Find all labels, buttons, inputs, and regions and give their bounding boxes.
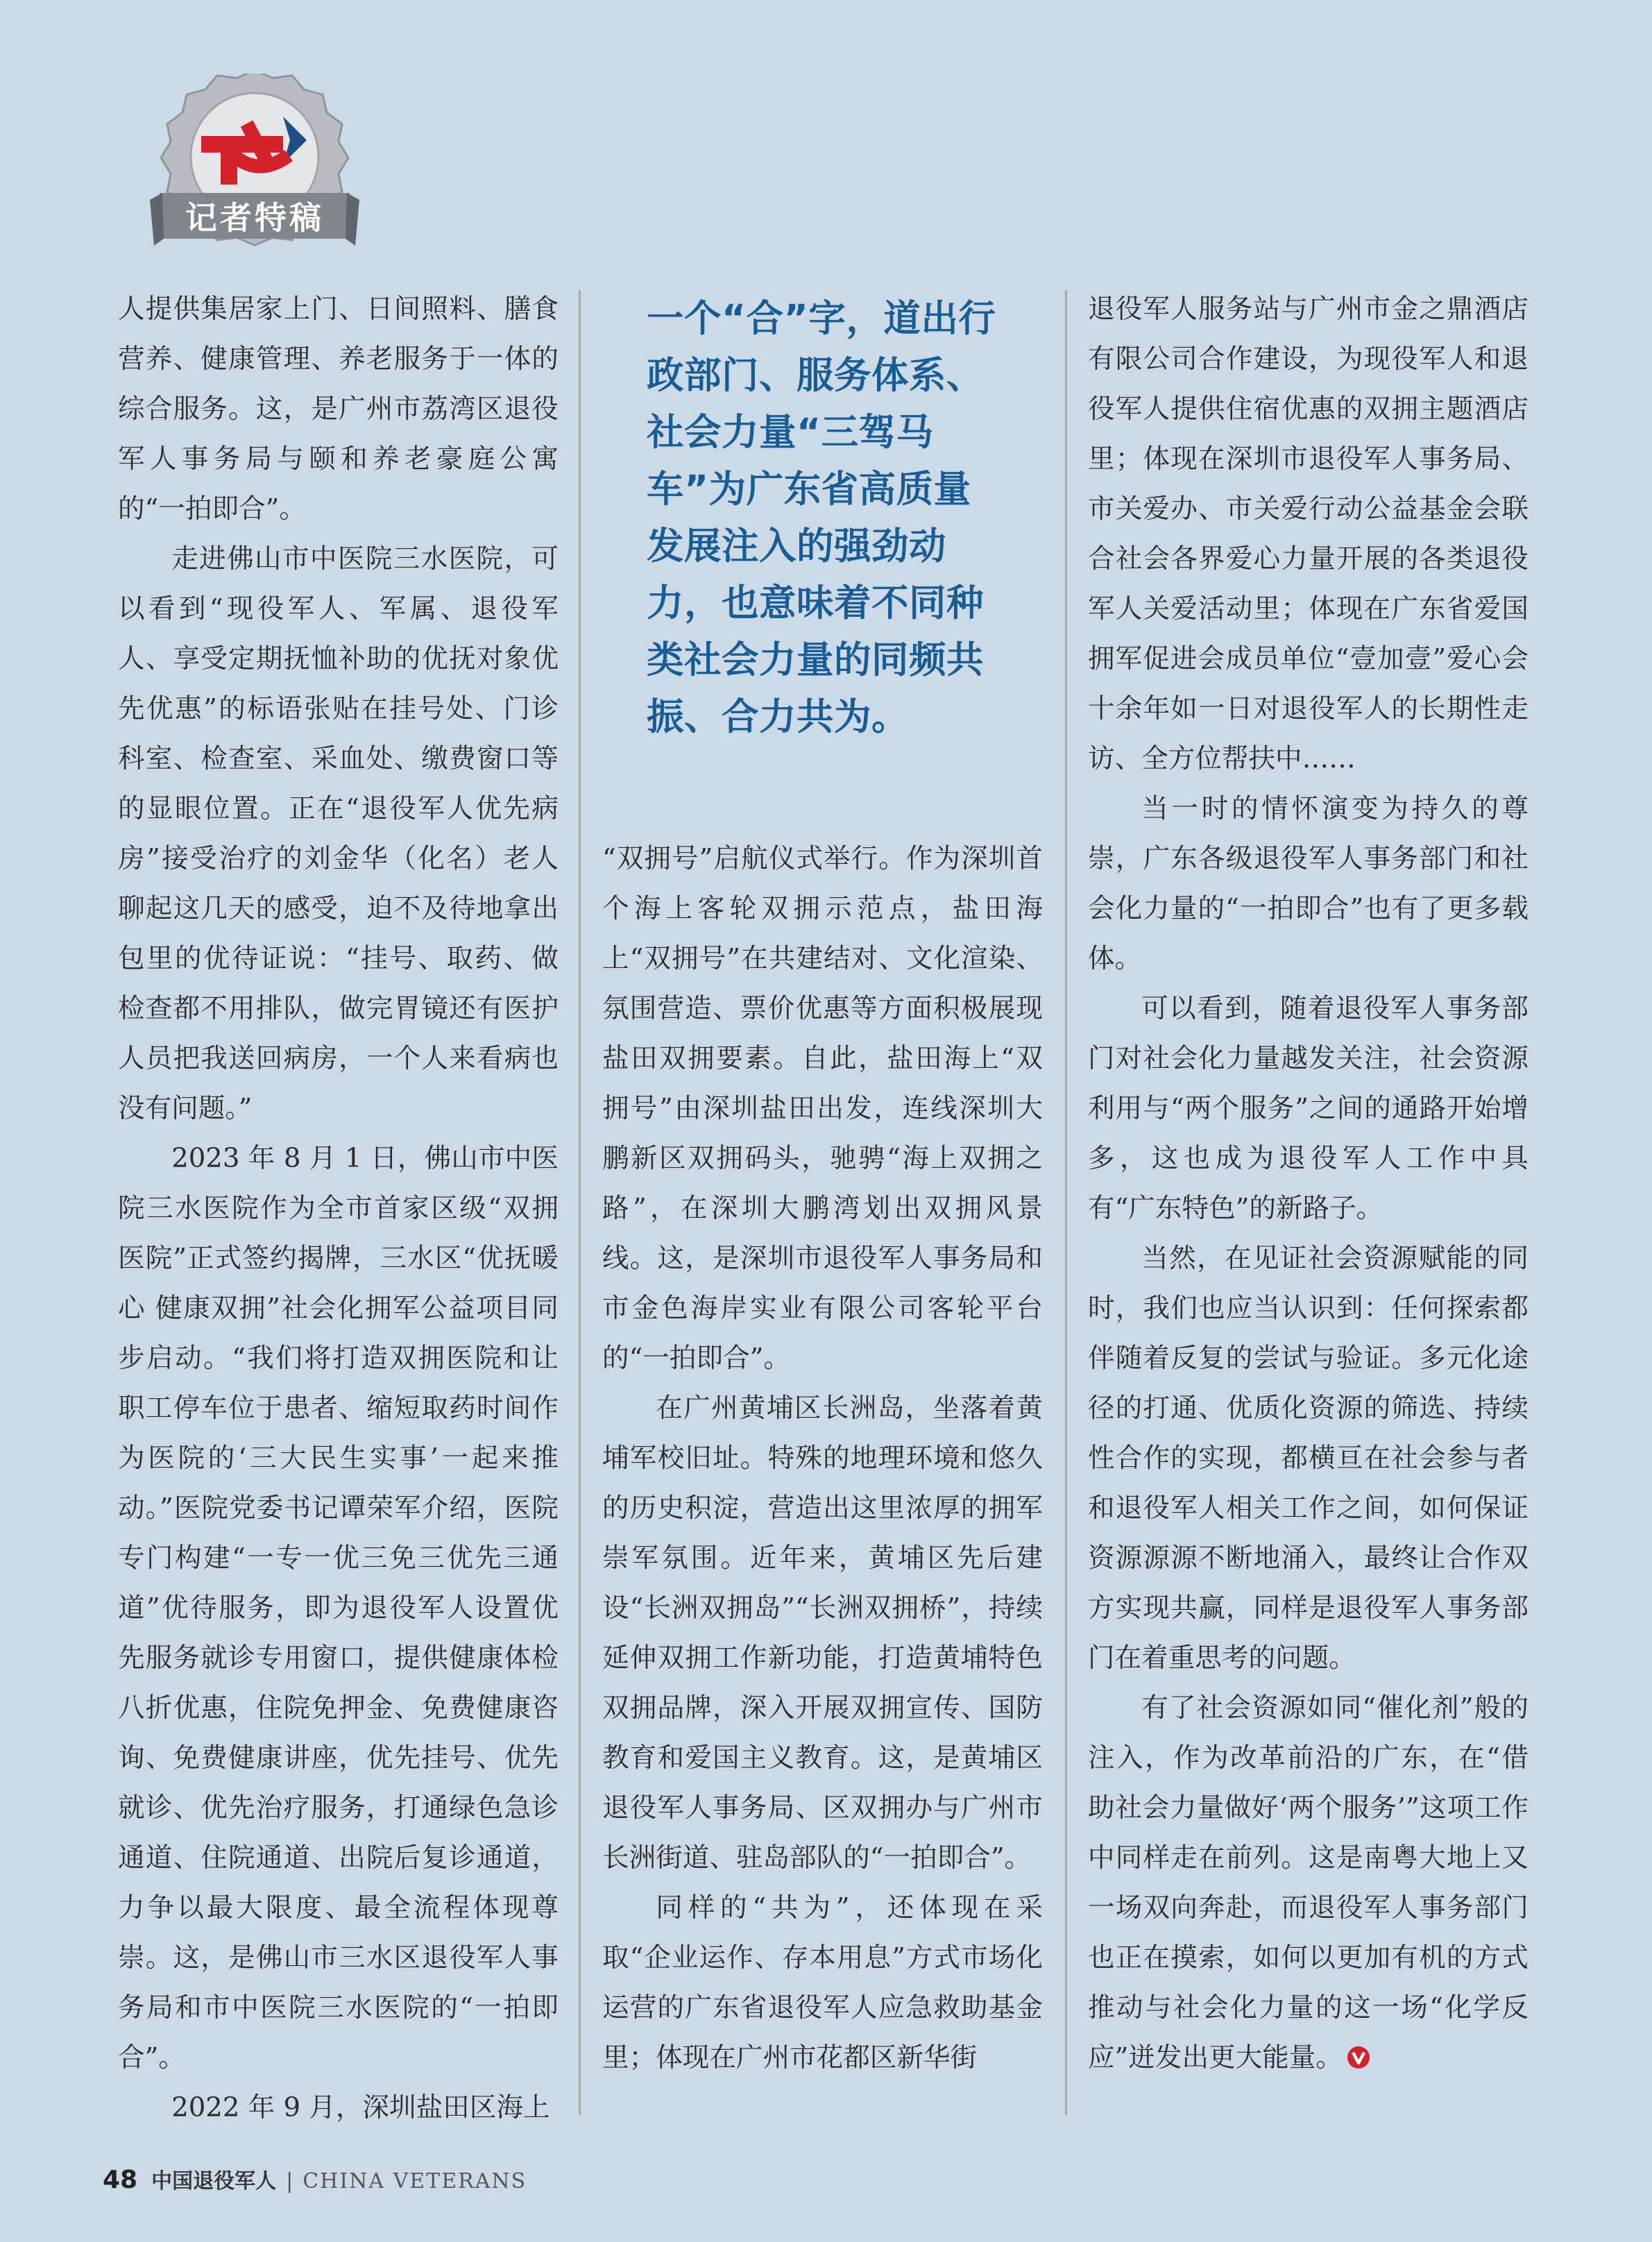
paragraph: 可以看到，随着退役军人事务部门对社会化力量越发关注，社会资源利用与“两个服务”之间的通路开始增多，这也成为退役军人工作中具有“广东特色”的新路子。 [1088, 993, 1528, 1224]
paragraph: 退役军人服务站与广州市金之鼎酒店有限公司合作建设，为现役军人和退役军人提供住宿优惠的双拥主题酒店里；体现在深圳市退役军人事务局、市关爱办、市关爱行动公益基金会联合社会各界爱心力量开展的各类退役军人关爱活动里；体现在广东省爱国拥军促进会成员单位“壹加壹”爱心会十余年如一日对退役军人的长期性走访、全方位帮扶中…… [1088, 294, 1528, 774]
paragraph: 走进佛山市中医院三水医院，可以看到“现役军人、军属、退役军人、享受定期抚恤补助的优抚对象优先优惠”的标语张贴在挂号处、门诊科室、检查室、采血处、缴费窗口等的显眼位置。正在“退役军人优先病房”接受治疗的刘金华（化名）老人聊起这几天的感受，迫不及待地拿出包里的优待证说：“挂号、取药、做检查都不用排队，做完胃镜还有医护人员把我送回病房，一个人来看病也没有问题。” [118, 543, 559, 1124]
paragraph: 当然，在见证社会资源赋能的同时，我们也应当认识到：任何探索都伴随着反复的尝试与验证。多元化途径的打通、优质化资源的筛选、持续性合作的实现，都横亘在社会参与者和退役军人相关工作之间，如何保证资源源源不断地涌入，最终让合作双方实现共赢，同样是退役军人事务部门在着重思考的问题。 [1088, 1243, 1528, 1674]
column-badge-logo [147, 74, 362, 261]
article-column-1 [118, 285, 559, 2133]
magazine-name-english: CHINA VETERANS [303, 2169, 527, 2193]
column-divider-right [1065, 290, 1067, 2115]
page-footer [103, 2164, 527, 2194]
paragraph: 同样的“共为”，还体现在采取“企业运作、存本用息”方式市场化运营的广东省退役军人应急救助基金里；体现在广州市花都区新华街 [602, 1892, 1043, 2073]
paragraph: 2022 年 9 月，深圳盐田区海上 [171, 2092, 550, 2123]
paragraph-text: 有了社会资源如同“催化剂”般的注入，作为改革前沿的广东，在“借助社会力量做好‘两个服务’”这项工作中同样走在前列。这是南粤大地上又一场双向奔赴，而退役军人事务部门也正在摸索，如何以更加有机的方式推动与社会化力量的这一场“化学反应”迸发出更大能量。 [1088, 1692, 1528, 2073]
paragraph: 人提供集居家上门、日间照料、膳食营养、健康管理、养老服务于一体的综合服务。这，是广州市荔湾区退役军人事务局与颐和养老豪庭公寓的“一拍即合”。 [118, 294, 559, 525]
paragraph: 在广州黄埔区长洲岛，坐落着黄埔军校旧址。特殊的地理环境和悠久的历史积淀，营造出这里浓厚的拥军崇军氛围。近年来，黄埔区先后建设“长洲双拥岛”“长洲双拥桥”，持续延伸双拥工作新功能，打造黄埔特色双拥品牌，深入开展双拥宣传、国防教育和爱国主义教育。这，是黄埔区退役军人事务局、区双拥办与广州市长洲街道、驻岛部队的“一拍即合”。 [602, 1393, 1043, 1874]
badge-label: 记者特稿 [185, 199, 324, 237]
column-divider-left [579, 290, 581, 2115]
article-column-3 [1088, 285, 1528, 2083]
paragraph: 当一时的情怀演变为持久的尊崇，广东各级退役军人事务部门和社会化力量的“一拍即合”也有了更多载体。 [1088, 793, 1528, 974]
article-column-2 [602, 834, 1043, 2083]
paragraph-last [1088, 1683, 1528, 2083]
page-number: 48 [103, 2166, 138, 2194]
footer-separator: | [286, 2169, 293, 2193]
pull-quote: 一个“合”字，道出行政部门、服务体系、社会力量“三驾马车”为广东省高质量发展注入的强劲动力，也意味着不同种类社会力量的同频共振、合力共为。 [647, 296, 996, 738]
magazine-name: 中国退役军人 [151, 2169, 277, 2193]
paragraph: 2023 年 8 月 1 日，佛山市中医院三水医院作为全市首家区级“双拥医院”正式签约揭牌，三水区“优抚暖心 健康双拥”社会化拥军公益项目同步启动。“我们将打造双拥医院和让职工停车位于患者、缩短取药时间作为医院的‘三大民生实事’一起来推动。”医院党委书记谭荣军介绍，医院专门构建“一专一优三免三优先三通道”优待服务，即为退役军人设置优先服务就诊专用窗口，提供健康体检八折优惠，住院免押金、免费健康咨询、免费健康讲座，优先挂号、优先就诊、优先治疗服务，打通绿色急诊通道、住院通道、出院后复诊通道，力争以最大限度、最全流程体现尊崇。这，是佛山市三水区退役军人事务局和市中医院三水医院的“一拍即合”。 [118, 1143, 559, 2073]
end-mark-icon [1347, 2046, 1370, 2069]
paragraph: “双拥号”启航仪式举行。作为深圳首个海上客轮双拥示范点，盐田海上“双拥号”在共建结对、文化渲染、氛围营造、票价优惠等方面积极展现盐田双拥要素。自此，盐田海上“双拥号”由深圳盐田出发，连线深圳大鹏新区双拥码头，驰骋“海上双拥之路”，在深圳大鹏湾划出双拥风景线。这，是深圳市退役军人事务局和市金色海岸实业有限公司客轮平台的“一拍即合”。 [602, 843, 1043, 1374]
